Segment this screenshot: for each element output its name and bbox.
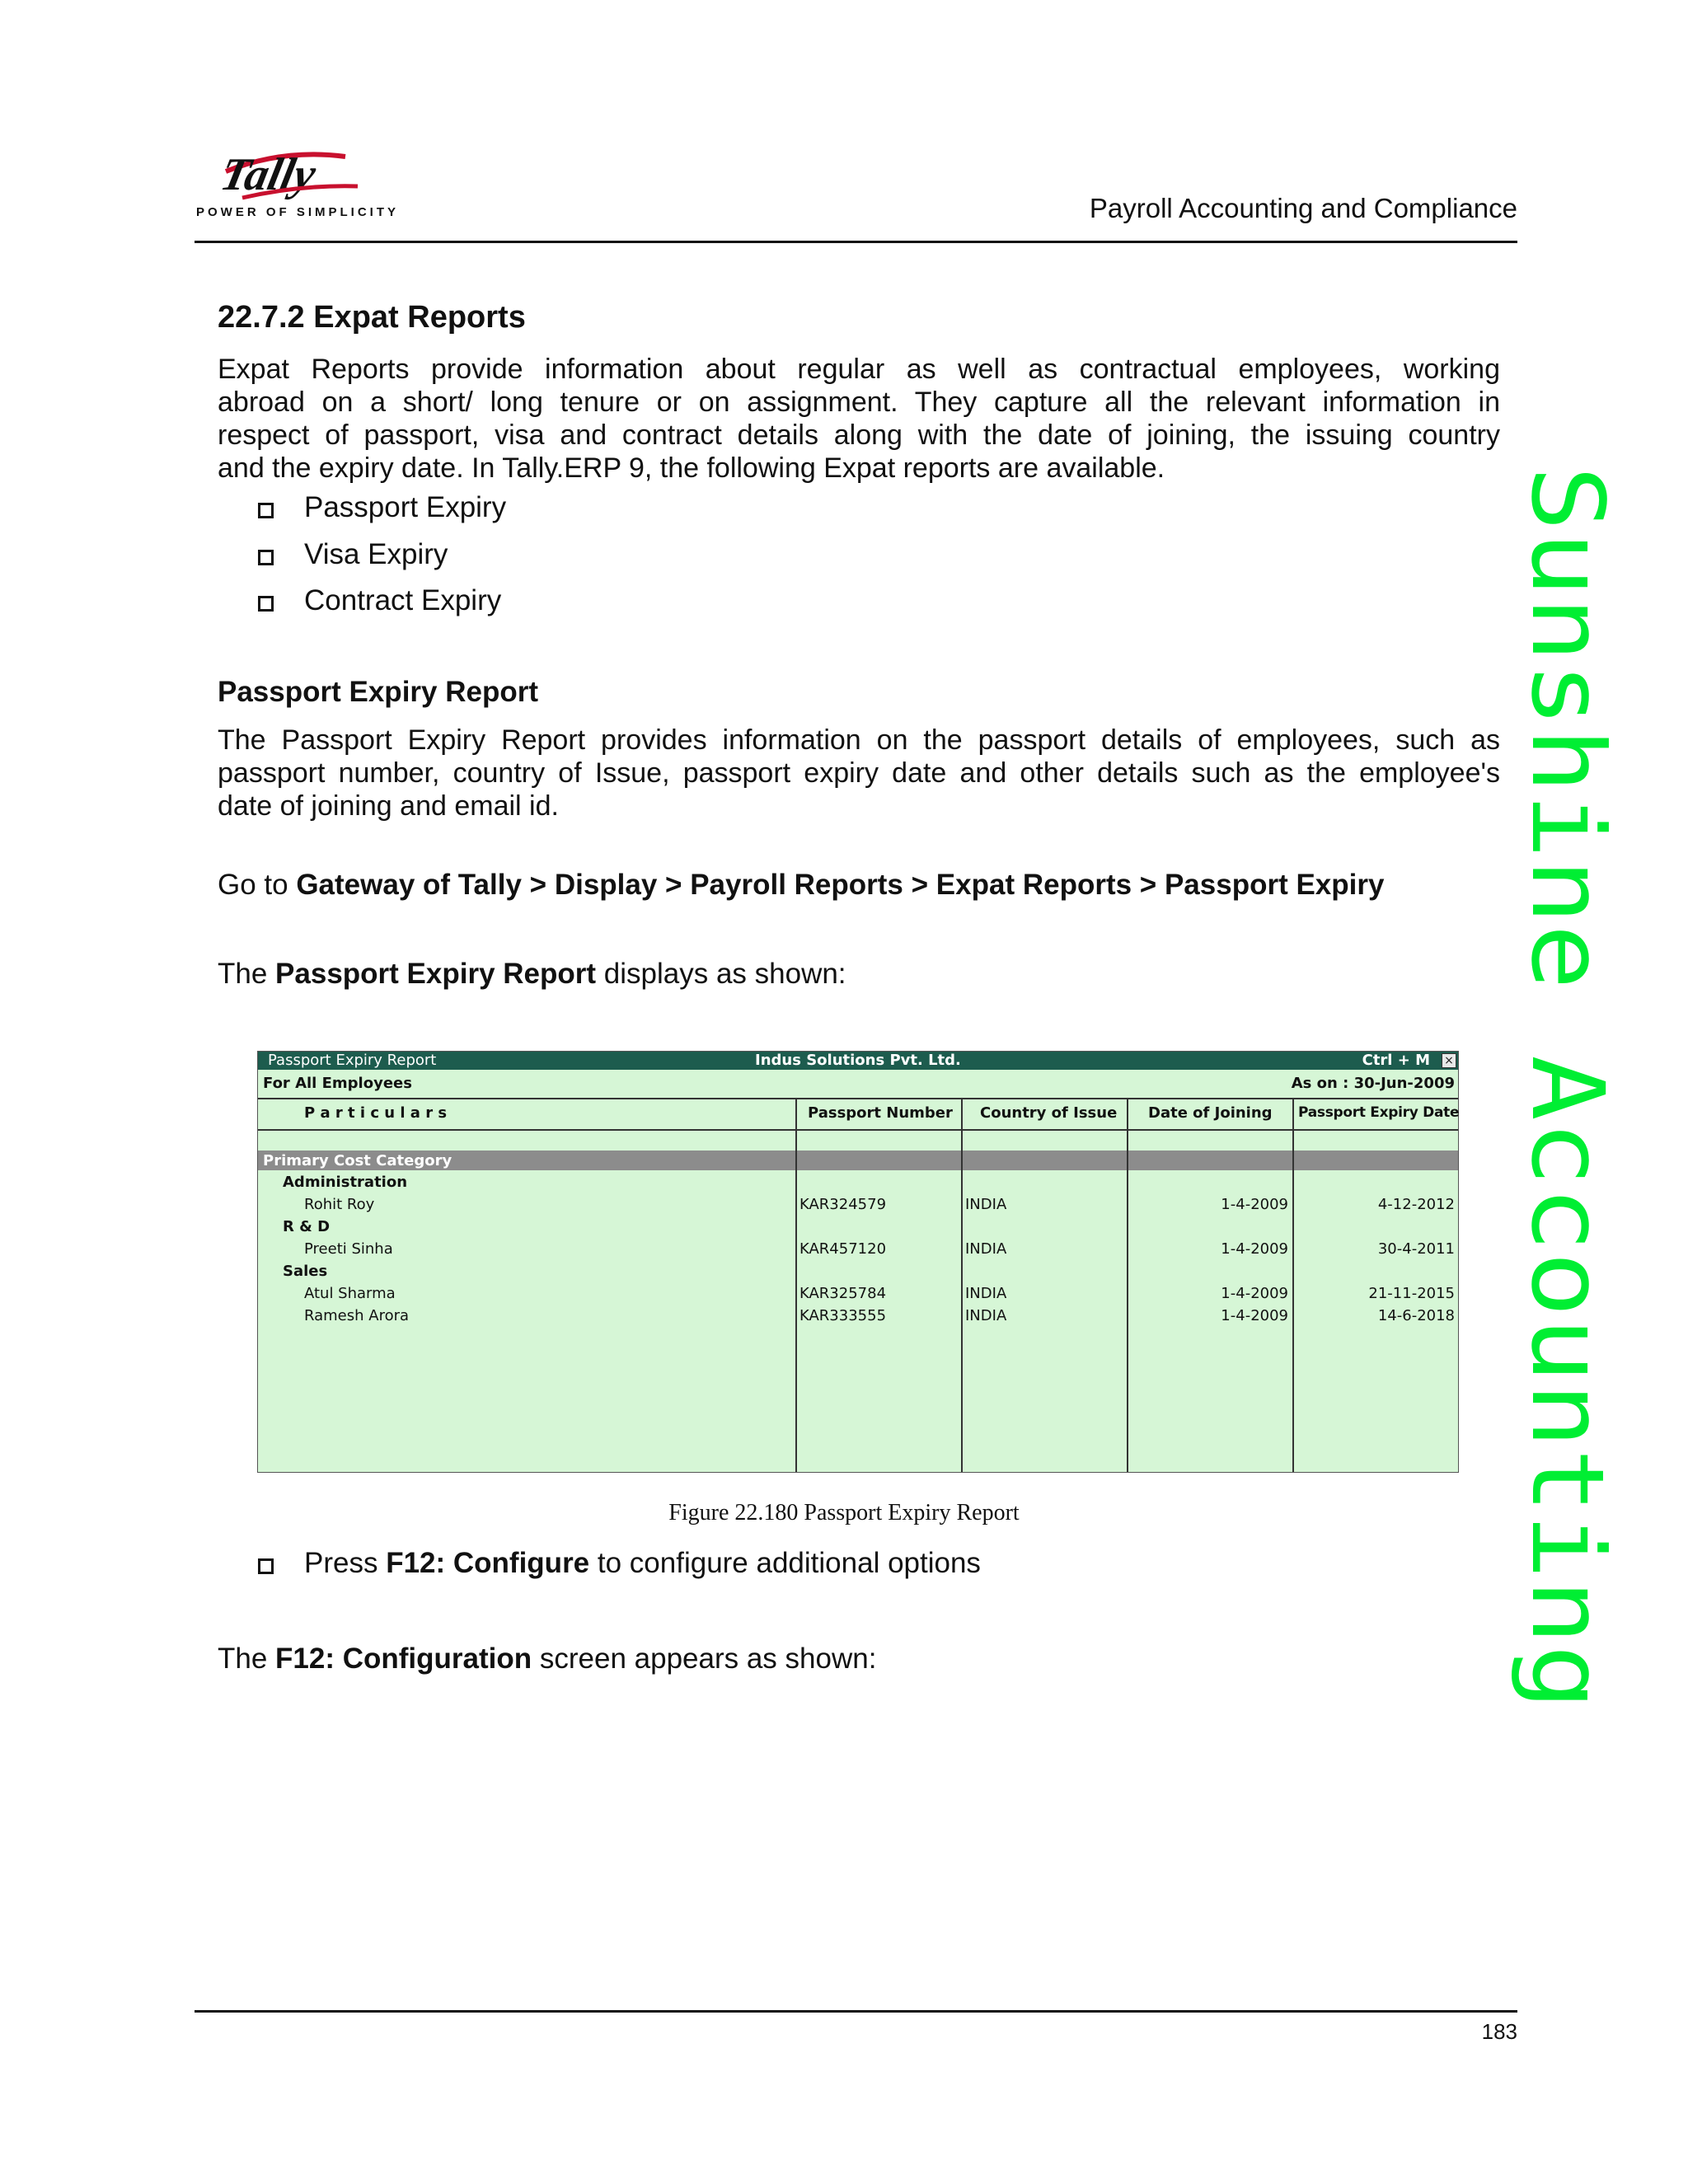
window-titlebar: [258, 1052, 1458, 1070]
scope-label: For All Employees: [263, 1075, 412, 1092]
header-top-rule: [258, 1098, 1458, 1099]
sunshine-accounting-watermark: [1496, 466, 1677, 1718]
passport-description: [218, 724, 1500, 823]
country-of-issue: INDIA: [965, 1285, 1007, 1302]
passport-expiry-date: 21-11-2015: [1368, 1285, 1455, 1302]
figure-caption: Figure 22.180 Passport Expiry Report: [668, 1500, 1020, 1526]
configuration-line: [218, 1643, 876, 1675]
employee-name[interactable]: Ramesh Arora: [304, 1307, 410, 1324]
passport-expiry-report-window: [257, 1051, 1459, 1473]
page-number: 183: [1481, 2019, 1517, 2044]
header-bottom-rule: [258, 1129, 1458, 1131]
country-of-issue: INDIA: [965, 1240, 1007, 1258]
window-title: Passport Expiry Report: [268, 1052, 437, 1069]
watermark-text: Sunshine Accounting: [1509, 466, 1625, 1607]
col-country-of-issue: Country of Issue: [980, 1104, 1118, 1122]
configure-key: F12: Configure: [386, 1547, 590, 1579]
logo-text: Tally: [216, 149, 321, 200]
date-of-joining: 1-4-2009: [1221, 1285, 1288, 1302]
passport-expiry-date: 14-6-2018: [1377, 1307, 1455, 1324]
intro-paragraph: [218, 353, 1500, 485]
intro-line: respect of passport, visa and contract details along with the date of joining, the issuing country: [218, 419, 1500, 451]
group-name: Administration: [283, 1174, 408, 1191]
header-divider: [195, 241, 1517, 243]
display-bold: Passport Expiry Report: [275, 958, 597, 990]
date-of-joining: 1-4-2009: [1221, 1196, 1288, 1213]
goto-prefix: Go to: [218, 869, 297, 901]
country-of-issue: INDIA: [965, 1307, 1007, 1324]
employee-name[interactable]: Preeti Sinha: [304, 1240, 393, 1258]
category-name: Primary Cost Category: [263, 1152, 452, 1169]
shortcut-label: Ctrl + M: [1362, 1052, 1430, 1069]
logo-tagline: POWER OF SIMPLICITY: [196, 205, 400, 219]
desc-line: date of joining and email id.: [218, 790, 559, 822]
goto-path: Gateway of Tally > Display > Payroll Reports > Expat Reports > Passport Expiry: [296, 869, 1385, 901]
configure-suffix: to configure additional options: [589, 1547, 981, 1579]
passport-expiry-date: 30-4-2011: [1377, 1240, 1455, 1258]
employee-name[interactable]: Atul Sharma: [304, 1285, 396, 1302]
col-particulars: P a r t i c u l a r s: [304, 1104, 448, 1122]
configure-instruction: [304, 1547, 981, 1580]
passport-number: KAR324579: [799, 1196, 887, 1213]
display-instruction: [218, 958, 846, 991]
passport-number: KAR325784: [799, 1285, 887, 1302]
config-prefix: The: [218, 1643, 276, 1675]
group-name: Sales: [283, 1263, 328, 1280]
passport-expiry-date: 4-12-2012: [1377, 1196, 1455, 1213]
display-prefix: The: [218, 958, 276, 990]
column-divider: [961, 1098, 963, 1472]
bullet-visa-expiry: Visa Expiry: [304, 538, 448, 570]
desc-line: The Passport Expiry Report provides information on the passport details of employees, such as: [218, 724, 1500, 756]
footer-divider: [195, 2010, 1517, 2013]
passport-number: KAR457120: [799, 1240, 887, 1258]
intro-line: Expat Reports provide information about regular as well as contractual employees, working: [218, 354, 1500, 385]
intro-line: abroad on a short/ long tenure or on assignment. They capture all the relevant information in: [218, 387, 1500, 418]
config-suffix: screen appears as shown:: [532, 1643, 877, 1675]
configure-prefix: Press: [304, 1547, 387, 1579]
group-name: R & D: [283, 1218, 331, 1235]
passport-number: KAR333555: [799, 1307, 887, 1324]
column-divider: [1127, 1098, 1128, 1472]
column-divider: [795, 1098, 797, 1472]
col-passport-expiry-date: Passport Expiry Date: [1298, 1104, 1460, 1121]
date-of-joining: 1-4-2009: [1221, 1240, 1288, 1258]
as-on-date: As on : 30-Jun-2009: [1291, 1075, 1455, 1092]
column-divider: [1292, 1098, 1294, 1472]
close-icon[interactable]: ×: [1442, 1053, 1456, 1068]
date-of-joining: 1-4-2009: [1221, 1307, 1288, 1324]
col-date-of-joining: Date of Joining: [1148, 1104, 1273, 1122]
bullet-contract-expiry: Contract Expiry: [304, 584, 502, 616]
display-suffix: displays as shown:: [596, 958, 846, 990]
passport-heading: Passport Expiry Report: [218, 676, 538, 708]
col-passport-number: Passport Number: [808, 1104, 953, 1122]
header-title: Payroll Accounting and Compliance: [1089, 193, 1517, 223]
section-heading: 22.7.2 Expat Reports: [218, 300, 526, 335]
country-of-issue: INDIA: [965, 1196, 1007, 1213]
bullet-passport-expiry: Passport Expiry: [304, 491, 507, 523]
employee-name[interactable]: Rohit Roy: [304, 1196, 375, 1213]
intro-line: and the expiry date. In Tally.ERP 9, the following Expat reports are available.: [218, 452, 1165, 484]
config-bold: F12: Configuration: [275, 1643, 532, 1675]
desc-line: passport number, country of Issue, passport expiry date and other details such as the employee's: [218, 757, 1500, 789]
company-name: Indus Solutions Pvt. Ltd.: [755, 1052, 961, 1069]
goto-instruction: [218, 869, 1384, 902]
